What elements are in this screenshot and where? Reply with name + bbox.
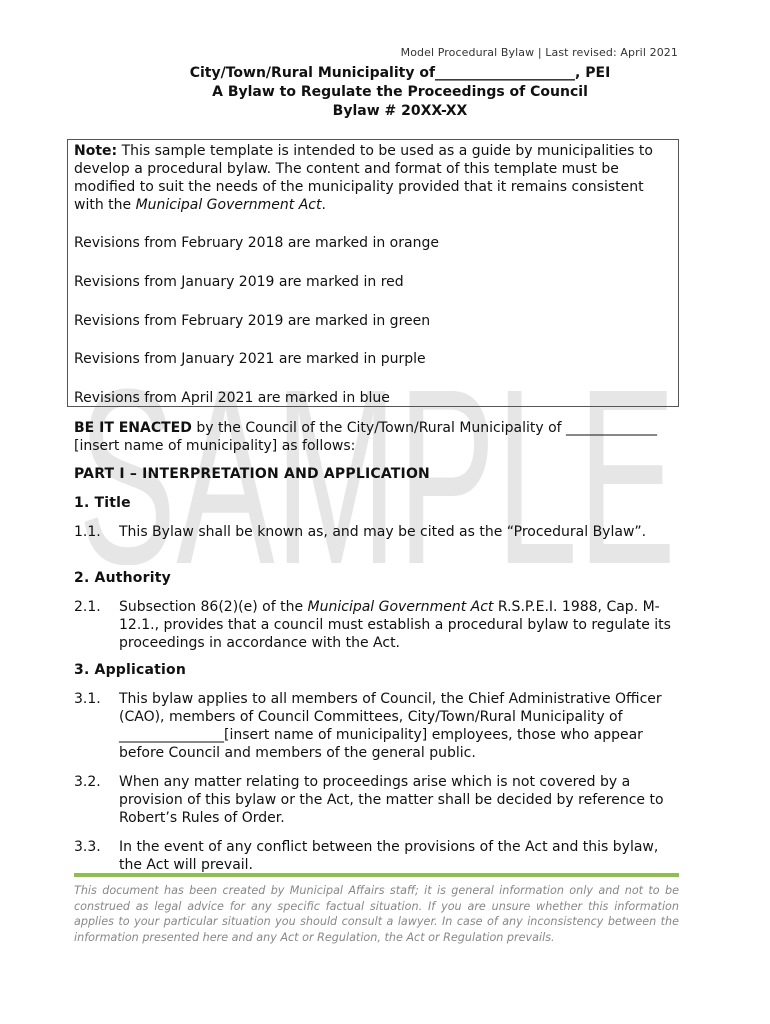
revision-line: Revisions from January 2021 are marked in purple [74,351,426,367]
clause-text: This Bylaw shall be known as, and may be cited as the “Procedural Bylaw”. [119,524,647,540]
note-paragraph [74,142,672,214]
title-bylaw-number: Bylaw # 20XX-XX [332,103,468,119]
clause-text [119,598,684,652]
footer-divider [74,873,679,877]
running-header: Model Procedural Bylaw | Last revised: April 2021 [400,46,678,59]
section-heading-application: 3. Application [74,662,187,678]
act-name: Municipal Government Act [307,599,494,615]
clause-number: 1.1. [74,524,101,540]
clause-text: In the event of any conflict between the provisions of the Act and this bylaw, the Act will prevail. [119,839,659,873]
clause-1-1 [74,523,684,541]
revision-line: Revisions from April 2021 are marked in blue [74,390,390,406]
enactment-text: by the Council of the City/Town/Rural Municipality of _____________ [insert name of municipality] as follows: [74,420,658,454]
part-heading: PART I – INTERPRETATION AND APPLICATION [74,466,430,482]
clause-number: 3.1. [74,691,101,707]
clause-text: This bylaw applies to all members of Council, the Chief Administrative Officer (CAO), members of Council Committees, City/Town/Rural Municipality of _______________[insert name of municipality] employees, those who appear before Council and members of the general public. [119,691,662,761]
note-label: Note: [74,143,118,159]
title-municipality: City/Town/Rural Municipality of____________________, PEI [189,65,611,81]
note-text-before: This sample template is intended to be used as a guide by municipalities to develop a procedural bylaw. The content and format of this template must be modified to suit the needs of the municipality provided that it remains consistent with the [74,143,653,213]
clause-3-1 [74,690,684,762]
clause-text-before: Subsection 86(2)(e) of the [119,599,308,615]
clause-3-2 [74,773,684,827]
clause-3-3 [74,838,684,874]
revision-line: Revisions from January 2019 are marked in red [74,274,404,290]
clause-text-after: R.S.P.E.I. 1988, Cap. M-12.1., provides that a council must establish a procedural bylaw to regulate its proceedings in accordance with the Act. [119,599,671,651]
note-box [67,139,679,407]
bylaw-title-block [0,64,770,121]
footer-disclaimer: This document has been created by Municipal Affairs staff; it is general information only and not to be construed as legal advice for any specific factual situation. If you are unsure whether this information applies to your particular situation you should consult a lawyer. In case of any inconsistency between the information presented here and any Act or Regulation, the Act or Regulation prevails. [74,884,679,944]
clause-2-1 [74,598,684,652]
note-act-name: Municipal Government Act [135,197,322,213]
title-bylaw-name: A Bylaw to Regulate the Proceedings of Council [212,84,588,100]
clause-number: 3.2. [74,774,101,790]
enactment-bold: BE IT ENACTED [74,420,192,436]
section-heading-authority: 2. Authority [74,570,171,586]
section-heading-title: 1. Title [74,495,131,511]
revision-line: Revisions from February 2018 are marked in orange [74,235,439,251]
note-text-after: . [321,197,326,213]
enactment-clause [74,419,684,455]
watermark-text: SAMPLE [78,337,676,565]
clause-text: When any matter relating to proceedings arise which is not covered by a provision of this bylaw or the Act, the matter shall be decided by reference to Robert’s Rules of Order. [119,774,664,826]
clause-number: 2.1. [74,599,101,615]
clause-number: 3.3. [74,839,101,855]
revision-line: Revisions from February 2019 are marked in green [74,313,431,329]
